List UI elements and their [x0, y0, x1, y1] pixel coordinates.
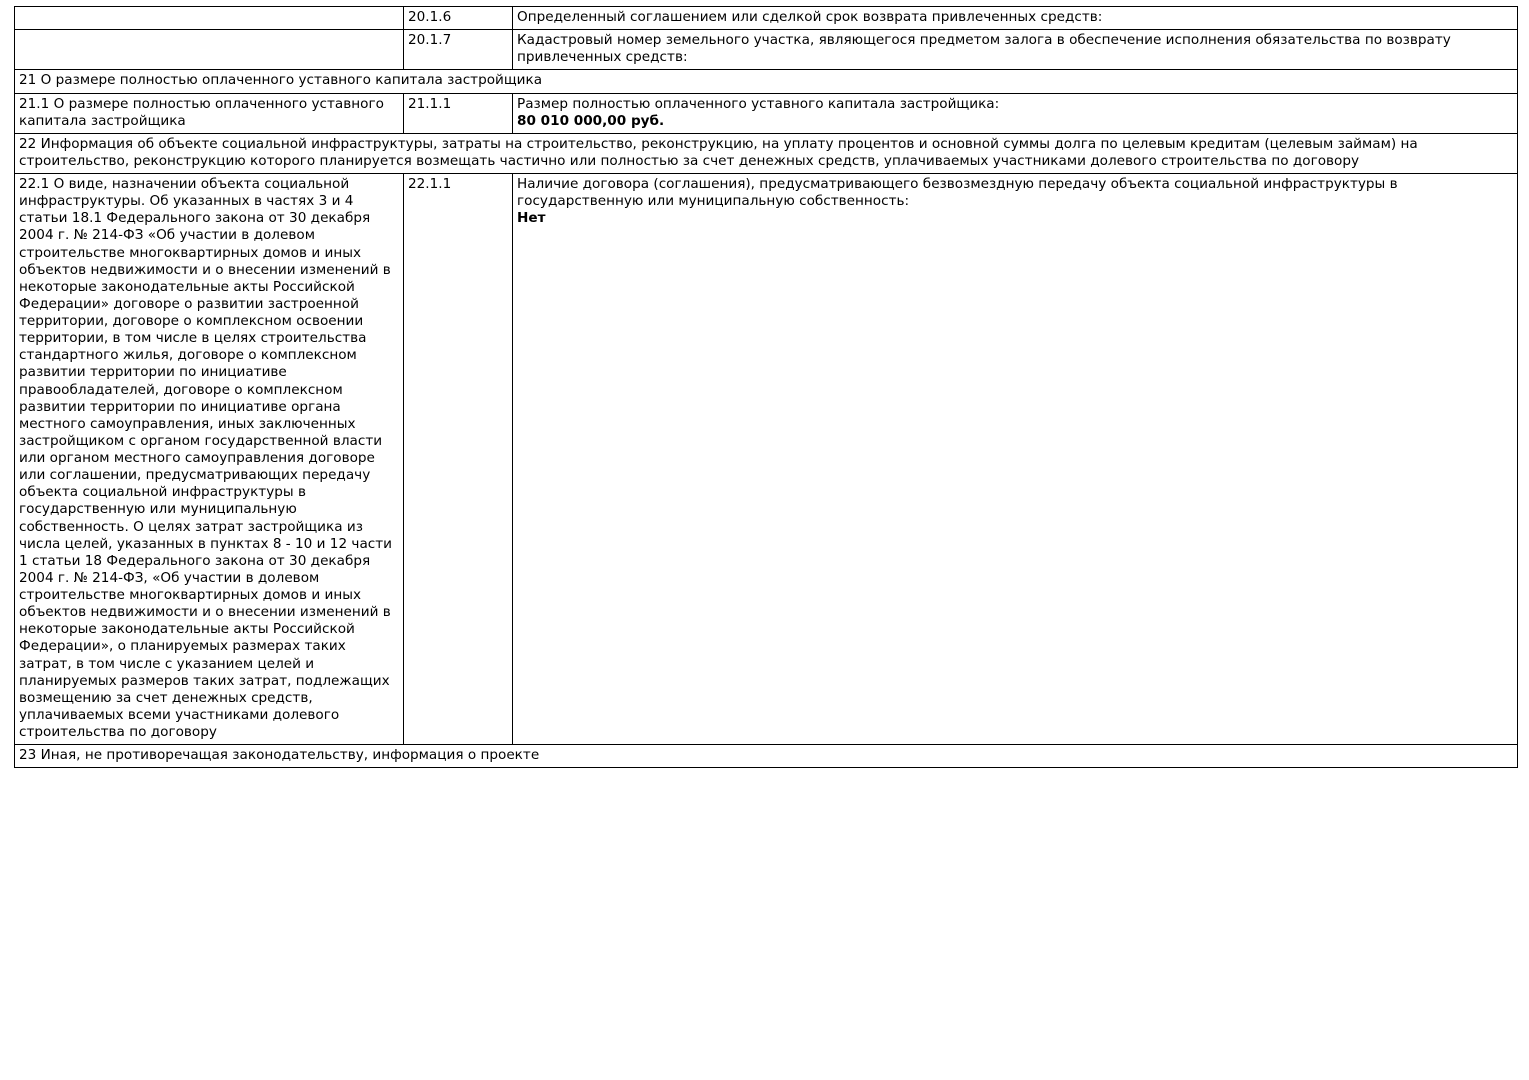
- section-title-23: 23 Иная, не противоречащая законодательству, информация о проекте: [15, 745, 1518, 768]
- row-value: 80 010 000,00 руб.: [517, 112, 665, 129]
- row-text-cell: [513, 174, 1518, 745]
- row-label-cell: [15, 30, 404, 70]
- section-title-22: 22 Информация об объекте социальной инфраструктуры, затраты на строительство, реконструкцию, на уплату процентов и основной суммы долга по целевым кредитам (целевым займам) на строительство, реконструкцию которого планируется возмещать частично или полностью за счет денежных средств, уплачиваемых участниками долевого строительства по договору: [15, 133, 1518, 173]
- row-text-cell: Определенный соглашением или сделкой срок возврата привлеченных средств:: [513, 7, 1518, 30]
- table-row: [15, 30, 1518, 70]
- section-row: [15, 745, 1518, 768]
- row-number-cell: 20.1.7: [404, 30, 513, 70]
- row-number-cell: 21.1.1: [404, 93, 513, 133]
- row-label-cell: [15, 7, 404, 30]
- section-row: [15, 133, 1518, 173]
- section-row: [15, 70, 1518, 93]
- row-number-cell: 20.1.6: [404, 7, 513, 30]
- section-title-21: 21 О размере полностью оплаченного уставного капитала застройщика: [15, 70, 1518, 93]
- table-row: [15, 7, 1518, 30]
- table-row: [15, 93, 1518, 133]
- row-number-cell: 22.1.1: [404, 174, 513, 745]
- row-label-cell: 21.1 О размере полностью оплаченного уставного капитала застройщика: [15, 93, 404, 133]
- declaration-table: [14, 6, 1518, 768]
- row-text-cell: Кадастровый номер земельного участка, являющегося предметом залога в обеспечение исполнения обязательства по возврату привлеченных средств:: [513, 30, 1518, 70]
- row-label-cell: 22.1 О виде, назначении объекта социальной инфраструктуры. Об указанных в частях 3 и 4 статьи 18.1 Федерального закона от 30 декабря 2004 г. № 214-ФЗ «Об участии в долевом строительстве многоквартирных домов и иных объектов недвижимости и о внесении изменений в некоторые законодательные акты Российской Федерации» договоре о развитии застроенной территории, договоре о комплексном освоении территории, в том числе в целях строительства стандартного жилья, договоре о комплексном развитии территории по инициативе правообладателей, договоре о комплексном развитии территории по инициативе органа местного самоуправления, иных заключенных застройщиком с органом государственной власти или органом местного самоуправления договоре или соглашении, предусматривающих передачу объекта социальной инфраструктуры в государственную или муниципальную собственность. О целях затрат застройщика из числа целей, указанных в пунктах 8 - 10 и 12 части 1 статьи 18 Федерального закона от 30 декабря 2004 г. № 214-ФЗ, «Об участии в долевом строительстве многоквартирных домов и иных объектов недвижимости и о внесении изменений в некоторые законодательные акты Российской Федерации», о планируемых размерах таких затрат, в том числе с указанием целей и планируемых размеров таких затрат, подлежащих возмещению за счет денежных средств, уплачиваемых всеми участниками долевого строительства по договору: [15, 174, 404, 745]
- row-text: Размер полностью оплаченного уставного капитала застройщика:: [517, 95, 1000, 112]
- row-value: Нет: [517, 210, 546, 227]
- row-text-cell: [513, 93, 1518, 133]
- row-text: Наличие договора (соглашения), предусматривающего безвозмездную передачу объекта социальной инфраструктуры в государственную или муниципальную собственность:: [517, 176, 1398, 210]
- table-row: [15, 174, 1518, 745]
